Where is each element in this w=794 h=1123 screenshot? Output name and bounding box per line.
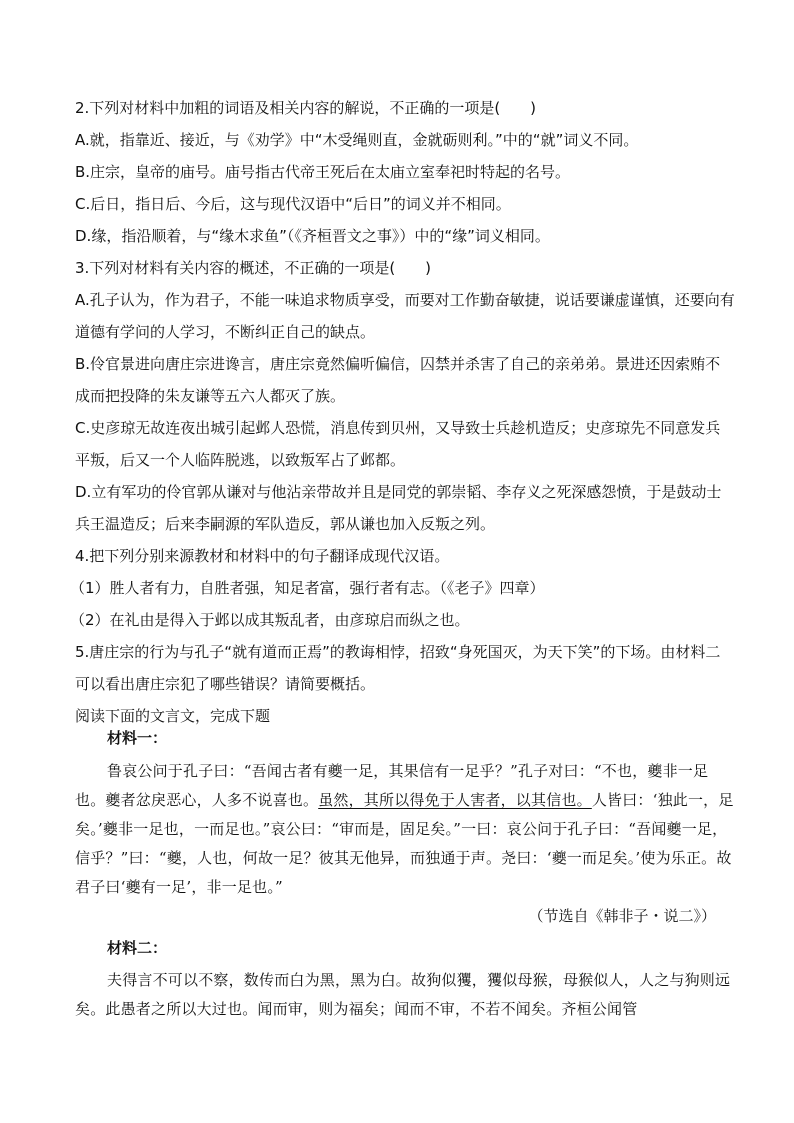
material-1-text-part-2: 人皆曰：‘独此一，足矣。’夔非一足也，一而足也。”哀公曰：“审而是，固足矣。”一曰：哀公问于孔子曰：“吾闻夔一足，信乎？”曰：“夔，人也，何故一足？彼其无他异，而独通于声。尧曰：‘夔一而足矣。’使为乐正。故君子曰‘夔有一足’，非一足也。” [75,791,734,896]
question-4-sentence-1: （1）胜人者有力，自胜者强，知足者富，强行者有志。（《老子》四章） [70,579,545,597]
material-1-paragraph [75,757,735,902]
question-3-option-a: A.孔子认为，作为君子，不能一味追求物质享受，而要对工作勤奋敏捷，说话要谦虚谨慎，还要向有道德有学问的人学习，不断纠正自己的缺点。 [75,291,735,341]
question-3-option-c: C.史彦琼无故连夜出城引起邺人恐慌，消息传到贝州，又导致士兵趁机造反；史彦琼先不同意发兵平叛，后又一个人临阵脱逃，以致叛军占了邺都。 [75,419,721,469]
question-2-option-d: D.缘，指沿顺着，与“缘木求鱼”（《齐桓晋文之事》）中的“缘”词义相同。 [75,227,550,245]
material-1-title: 材料一： [107,729,168,747]
question-3-option-b: B.伶官景进向唐庄宗进谗言，唐庄宗竟然偏听偏信，囚禁并杀害了自己的亲弟弟。景进还因索贿不成而把投降的朱友谦等五六人都灭了族。 [75,355,721,405]
question-4-stem: 4.把下列分别来源教材和材料中的句子翻译成现代汉语。 [75,547,450,565]
question-5-stem: 5.唐庄宗的行为与孔子“就有道而正焉”的教诲相悖，招致“身死国灭，为天下笑”的下场。由材料二可以看出唐庄宗犯了哪些错误？请简要概括。 [75,643,721,693]
reading-instruction: 阅读下面的文言文，完成下题 [75,707,271,725]
question-2-option-c: C.后日，指日后、今后，这与现代汉语中“后日”的词义并不相同。 [75,195,511,213]
question-2-stem: 2.下列对材料中加粗的词语及相关内容的解说，不正确的一项是( ) [75,99,537,117]
material-1-text-part-1: 鲁哀公问于孔子曰：“吾闻古者有夔一足，其果信有一足乎？”孔子对曰：“不也，夔非一足也。夔者忿戾恶心，人多不说喜也。 [75,762,709,809]
question-2-option-b: B.庄宗，皇帝的庙号。庙号指古代帝王死后在太庙立室奉祀时特起的名号。 [75,163,571,181]
material-1-source: （节选自《韩非子・说二》） [528,907,716,925]
material-2-title: 材料二： [107,939,168,957]
question-3-option-d: D.立有军功的伶官郭从谦对与他沾亲带故并且是同党的郭崇韬、李存义之死深感怨愤，于是鼓动士兵王温造反；后来李嗣源的军队造反，郭从谦也加入反叛之列。 [75,483,722,533]
question-2-option-a: A.就，指靠近、接近，与《劝学》中“木受绳则直，金就砺则利。”中的“就”词义不同。 [75,131,639,149]
question-4-sentence-2: （2）在礼由是得入于邺以成其叛乱者，由彦琼启而纵之也。 [70,611,470,629]
material-1-underlined-sentence: 虽然，其所以得免于人害者，以其信也。 [318,791,592,809]
material-2-paragraph: 夫得言不可以不察，数传而白为黑，黑为白。故狗似玃，玃似母猴，母猴似人，人之与狗则远矣。此愚者之所以大过也。闻而审，则为福矣；闻而不审，不若不闻矣。齐桓公闻管 [75,971,731,1018]
question-3-stem: 3.下列对材料有关内容的概述，不正确的一项是( ) [75,259,432,277]
